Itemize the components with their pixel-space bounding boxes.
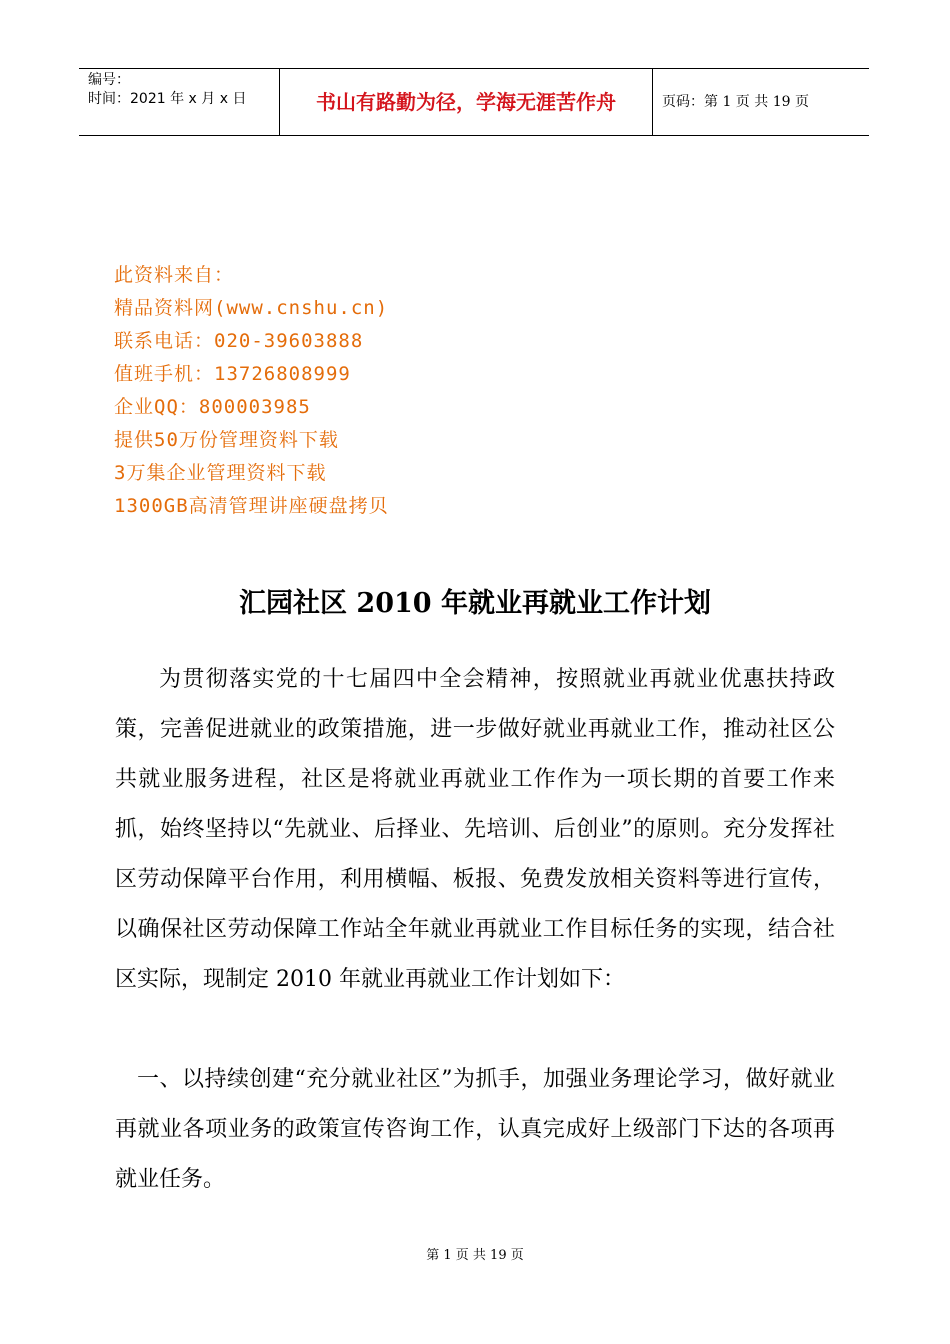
body-paragraph: 一、以持续创建“充分就业社区”为抓手，加强业务理论学习，做好就业再就业各项业务的政策宣传咨询工作，认真完成好上级部门下达的各项再就业任务。 xyxy=(115,1067,835,1192)
source-line: 1300GB高清管理讲座硬盘拷贝 xyxy=(114,495,389,517)
source-line: 联系电话：020-39603888 xyxy=(114,330,364,352)
source-line: 此资料来自： xyxy=(114,264,235,286)
page-footer: 第 1 页 共 19 页 xyxy=(426,1248,524,1263)
source-line: 精品资料网(www.cnshu.cn) xyxy=(114,297,389,319)
header-page-info: 页码：第 1 页 共 19 页 xyxy=(662,94,809,110)
body-paragraph-1-container xyxy=(115,655,835,1005)
header-motto: 书山有路勤为径，学海无涯苦作舟 xyxy=(280,69,653,135)
source-line: 值班手机：13726808999 xyxy=(114,363,351,385)
document-date: 时间：2021 年 x 月 x 日 xyxy=(88,91,247,107)
source-line: 企业QQ：800003985 xyxy=(114,396,311,418)
body-paragraph-2-container xyxy=(115,1055,835,1205)
source-line: 提供50万份管理资料下载 xyxy=(114,429,339,451)
document-number-label: 编号： xyxy=(88,72,130,88)
source-line: 3万集企业管理资料下载 xyxy=(114,462,327,484)
header-meta xyxy=(79,69,280,135)
source-info-block xyxy=(114,259,389,523)
page-header xyxy=(79,68,869,136)
body-paragraph: 为贯彻落实党的十七届四中全会精神，按照就业再就业优惠扶持政策，完善促进就业的政策措施，进一步做好就业再就业工作，推动社区公共就业服务进程，社区是将就业再就业工作作为一项长期的首要工作来抓，始终坚持以“先就业、后择业、先培训、后创业”的原则。充分发挥社区劳动保障平台作用，利用横幅、板报、免费发放相关资料等进行宣传，以确保社区劳动保障工作站全年就业再就业工作目标任务的实现，结合社区实际，现制定 2010 年就业再就业工作计划如下： xyxy=(115,667,835,992)
document-title: 汇园社区 2010 年就业再就业工作计划 xyxy=(239,588,711,619)
